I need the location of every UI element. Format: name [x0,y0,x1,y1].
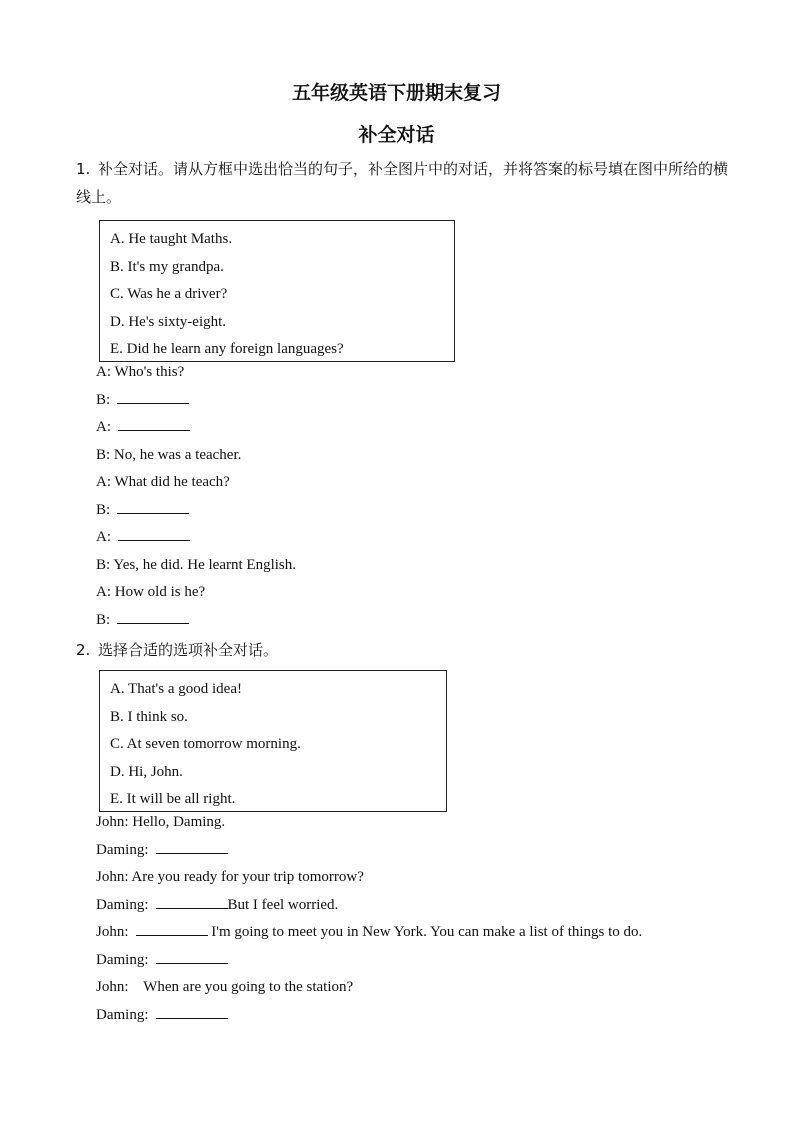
question-text: 选择合适的选项补全对话。 [98,641,279,659]
answer-blank[interactable] [118,415,190,431]
dialogue-line: B: [96,607,296,635]
question-text: 补全对话。请从方框中选出恰当的句子，补全图片中的对话，并将答案的标号填在图中所给的横线上。 [76,160,729,206]
dialogue-line: Daming: [96,837,642,865]
dialogue-2 [96,809,642,1029]
answer-blank[interactable] [156,838,228,854]
option-item: B. I think so. [110,708,188,725]
dialogue-line: John: Hello, Daming. [96,814,226,830]
dialogue-line: John: I'm going to meet you in New York. You can make a list of things to do. [96,919,642,947]
option-item: A. He taught Maths. [110,231,233,247]
question-2-prompt [76,636,736,664]
page-title: 五年级英语下册期末复习 [291,82,501,104]
dialogue-line: John: Are you ready for your trip tomorrow? [96,869,364,885]
answer-blank[interactable] [156,1003,228,1019]
options-box-1 [99,220,455,362]
dialogue-line: Daming: [96,1002,642,1030]
answer-blank[interactable] [117,608,189,624]
answer-blank[interactable] [117,498,189,514]
options-box-2 [99,670,447,812]
dialogue-line: B: No, he was a teacher. [96,446,242,463]
option-item: C. Was he a driver? [110,286,228,302]
answer-blank[interactable] [156,948,228,964]
question-1-prompt [76,155,736,211]
option-item: D. Hi, John. [110,763,183,780]
dialogue-line: B: [96,497,296,525]
dialogue-line: A: How old is he? [96,584,206,600]
dialogue-line: B: [96,387,296,415]
answer-blank[interactable] [118,525,190,541]
option-item: D. He's sixty-eight. [110,313,227,330]
option-item: A. That's a good idea! [110,681,242,697]
option-item: B. It's my grandpa. [110,258,224,275]
page-subtitle: 补全对话 [358,124,435,146]
dialogue-line: A: [96,524,296,552]
dialogue-1 [96,359,296,634]
question-number: 2. [76,641,91,659]
option-item: C. At seven tomorrow morning. [110,736,301,752]
question-number: 1. [76,160,91,178]
dialogue-line: John: When are you going to the station? [96,979,354,995]
dialogue-line: Daming: [96,947,642,975]
answer-blank[interactable] [117,388,189,404]
dialogue-line: A: [96,414,296,442]
dialogue-line: A: What did he teach? [96,474,230,490]
dialogue-line: B: Yes, he did. He learnt English. [96,556,296,573]
dialogue-line: Daming: But I feel worried. [96,892,642,920]
answer-blank[interactable] [136,920,208,936]
option-item: E. It will be all right. [110,791,236,807]
answer-blank[interactable] [156,893,228,909]
option-item: E. Did he learn any foreign languages? [110,341,344,357]
dialogue-line: A: Who's this? [96,364,185,380]
